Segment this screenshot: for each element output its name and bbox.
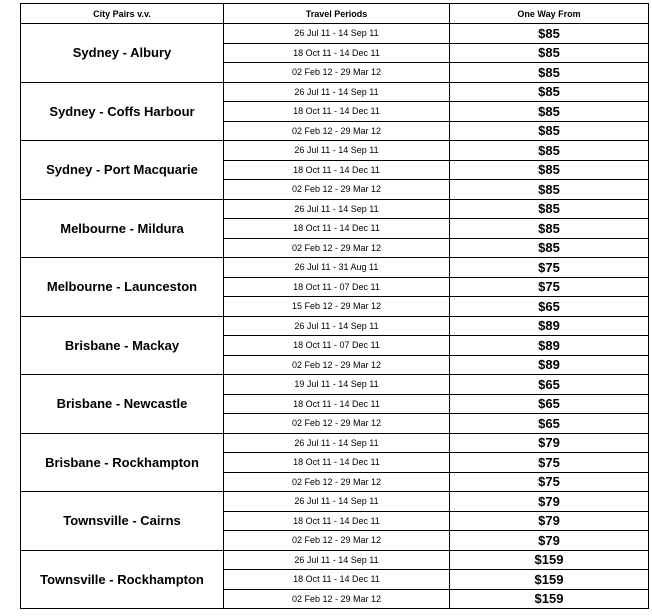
city-pair-cell: Melbourne - Mildura [21, 199, 224, 258]
table-row [21, 492, 649, 512]
travel-period-cell: 18 Oct 11 - 14 Dec 11 [224, 160, 450, 180]
travel-period-cell: 02 Feb 12 - 29 Mar 12 [224, 589, 450, 609]
city-pair-cell: Townsville - Rockhampton [21, 550, 224, 609]
one-way-price-cell: $75 [450, 258, 649, 278]
table-header [21, 4, 649, 24]
one-way-price-cell: $75 [450, 277, 649, 297]
header-city-pairs: City Pairs v.v. [21, 4, 224, 24]
one-way-price-cell: $75 [450, 453, 649, 473]
one-way-price-cell: $159 [450, 570, 649, 590]
one-way-price-cell: $85 [450, 141, 649, 161]
table-row [21, 24, 649, 44]
city-pair-cell: Sydney - Coffs Harbour [21, 82, 224, 141]
one-way-price-cell: $79 [450, 492, 649, 512]
one-way-price-cell: $159 [450, 589, 649, 609]
city-pair-cell: Townsville - Cairns [21, 492, 224, 551]
travel-period-cell: 18 Oct 11 - 14 Dec 11 [224, 570, 450, 590]
one-way-price-cell: $85 [450, 121, 649, 141]
travel-period-cell: 02 Feb 12 - 29 Mar 12 [224, 180, 450, 200]
table-row [21, 433, 649, 453]
table-body [21, 24, 649, 609]
one-way-price-cell: $89 [450, 355, 649, 375]
travel-period-cell: 02 Feb 12 - 29 Mar 12 [224, 355, 450, 375]
one-way-price-cell: $65 [450, 375, 649, 395]
one-way-price-cell: $79 [450, 511, 649, 531]
travel-period-cell: 18 Oct 11 - 14 Dec 11 [224, 511, 450, 531]
one-way-price-cell: $89 [450, 316, 649, 336]
one-way-price-cell: $85 [450, 82, 649, 102]
one-way-price-cell: $85 [450, 219, 649, 239]
travel-period-cell: 26 Jul 11 - 14 Sep 11 [224, 82, 450, 102]
one-way-price-cell: $85 [450, 102, 649, 122]
travel-period-cell: 18 Oct 11 - 14 Dec 11 [224, 394, 450, 414]
one-way-price-cell: $85 [450, 43, 649, 63]
travel-period-cell: 26 Jul 11 - 14 Sep 11 [224, 492, 450, 512]
travel-period-cell: 26 Jul 11 - 14 Sep 11 [224, 141, 450, 161]
travel-period-cell: 02 Feb 12 - 29 Mar 12 [224, 238, 450, 258]
travel-period-cell: 02 Feb 12 - 29 Mar 12 [224, 531, 450, 551]
travel-period-cell: 18 Oct 11 - 07 Dec 11 [224, 336, 450, 356]
city-pair-cell: Melbourne - Launceston [21, 258, 224, 317]
one-way-price-cell: $159 [450, 550, 649, 570]
table-row [21, 141, 649, 161]
one-way-price-cell: $79 [450, 433, 649, 453]
travel-period-cell: 26 Jul 11 - 14 Sep 11 [224, 316, 450, 336]
travel-period-cell: 02 Feb 12 - 29 Mar 12 [224, 414, 450, 434]
table-row [21, 375, 649, 395]
city-pair-cell: Brisbane - Rockhampton [21, 433, 224, 492]
header-one-way-from: One Way From [450, 4, 649, 24]
one-way-price-cell: $85 [450, 24, 649, 44]
city-pair-cell: Sydney - Albury [21, 24, 224, 83]
header-travel-periods: Travel Periods [224, 4, 450, 24]
travel-period-cell: 19 Jul 11 - 14 Sep 11 [224, 375, 450, 395]
travel-period-cell: 26 Jul 11 - 14 Sep 11 [224, 24, 450, 44]
table-row [21, 316, 649, 336]
one-way-price-cell: $79 [450, 531, 649, 551]
travel-period-cell: 26 Jul 11 - 31 Aug 11 [224, 258, 450, 278]
one-way-price-cell: $85 [450, 238, 649, 258]
table-row [21, 550, 649, 570]
city-pair-cell: Brisbane - Newcastle [21, 375, 224, 434]
travel-period-cell: 26 Jul 11 - 14 Sep 11 [224, 550, 450, 570]
travel-period-cell: 26 Jul 11 - 14 Sep 11 [224, 199, 450, 219]
travel-period-cell: 18 Oct 11 - 14 Dec 11 [224, 219, 450, 239]
city-pair-cell: Brisbane - Mackay [21, 316, 224, 375]
fare-table [20, 3, 649, 609]
table-row [21, 199, 649, 219]
one-way-price-cell: $65 [450, 297, 649, 317]
one-way-price-cell: $65 [450, 394, 649, 414]
one-way-price-cell: $65 [450, 414, 649, 434]
travel-period-cell: 18 Oct 11 - 14 Dec 11 [224, 43, 450, 63]
travel-period-cell: 18 Oct 11 - 07 Dec 11 [224, 277, 450, 297]
table-row [21, 82, 649, 102]
one-way-price-cell: $75 [450, 472, 649, 492]
one-way-price-cell: $85 [450, 199, 649, 219]
header-row [21, 4, 649, 24]
city-pair-cell: Sydney - Port Macquarie [21, 141, 224, 200]
one-way-price-cell: $85 [450, 63, 649, 83]
one-way-price-cell: $89 [450, 336, 649, 356]
travel-period-cell: 02 Feb 12 - 29 Mar 12 [224, 472, 450, 492]
travel-period-cell: 15 Feb 12 - 29 Mar 12 [224, 297, 450, 317]
table-row [21, 258, 649, 278]
travel-period-cell: 02 Feb 12 - 29 Mar 12 [224, 63, 450, 83]
travel-period-cell: 26 Jul 11 - 14 Sep 11 [224, 433, 450, 453]
travel-period-cell: 02 Feb 12 - 29 Mar 12 [224, 121, 450, 141]
one-way-price-cell: $85 [450, 160, 649, 180]
one-way-price-cell: $85 [450, 180, 649, 200]
travel-period-cell: 18 Oct 11 - 14 Dec 11 [224, 102, 450, 122]
travel-period-cell: 18 Oct 11 - 14 Dec 11 [224, 453, 450, 473]
